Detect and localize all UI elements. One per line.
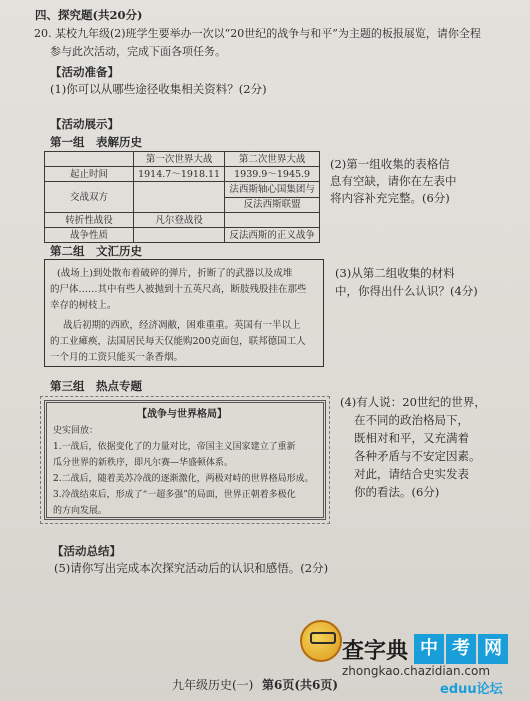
section-title: 四、探究题(共20分) (35, 8, 143, 22)
quote-box (44, 259, 324, 367)
question-intro-line1: 20. 某校九年级(2)班学生要举办一次以“20世纪的战争与和平”为主题的板报展览，请你全程 (34, 27, 481, 40)
question-intro-line2: 参与此次活动，完成下面各项任务。 (50, 45, 226, 58)
table-cell: 法西斯轴心国集团与 (225, 182, 320, 198)
deco-line: 1.一战后，依据变化了的力量对比，帝国主义国家建立了重新 (53, 442, 296, 452)
table-row (45, 167, 320, 182)
summary-question: (5)请你写出完成本次探究活动后的认识和感悟。(2分) (54, 561, 329, 575)
watermark-url: zhongkao.chazidian.com (342, 664, 491, 678)
q2-line: (2)第一组收集的表格信 (330, 157, 450, 171)
watermark-box: 考 (446, 634, 476, 664)
watermark-logo-icon (300, 620, 342, 662)
table-cell: 转折性战役 (45, 213, 134, 228)
table-cell: 第二次世界大战 (225, 152, 320, 167)
table-cell-blank (134, 228, 225, 243)
table-cell: 反法西斯联盟 (225, 197, 320, 213)
summary-heading: 【活动总结】 (52, 544, 121, 558)
question-3 (335, 264, 478, 300)
show-heading: 【活动展示】 (50, 117, 119, 131)
watermark-box: 中 (414, 634, 444, 664)
quote-line: 的尸体……其中有些人被抛到十五英尺高，断肢残股挂在那些 (50, 284, 307, 295)
table-row (45, 213, 320, 228)
table-header-row (45, 152, 320, 167)
deco-title: 【战争与世界格局】 (137, 409, 227, 420)
history-table (44, 151, 320, 243)
question-2 (330, 156, 457, 207)
question-4 (340, 393, 486, 501)
prep-heading: 【活动准备】 (50, 65, 119, 79)
deco-line: 2.二战后，随着美苏冷战的逐渐激化，两极对峙的世界格局形成。 (53, 474, 314, 484)
q4-line: 在不同的政治格局下， (354, 413, 469, 427)
q3-line: 中，你得出什么认识？(4分) (335, 284, 478, 298)
deco-line: 史实回放： (53, 426, 99, 436)
decorated-box (44, 400, 326, 520)
quote-line: 战后初期的西欧，经济凋敝，困难重重。英国有一半以上 (63, 320, 301, 331)
table-cell: 起止时间 (45, 167, 134, 182)
table-cell: 交战双方 (45, 182, 134, 213)
quote-line: 的工业瘫痪，法国居民每天仅能购200克面包，联邦德国工人 (50, 336, 306, 347)
table-cell: 反法西斯的正义战争 (225, 228, 320, 243)
table-row (45, 228, 320, 243)
q4-line: 各种矛盾与不安定因素。 (354, 449, 481, 463)
group2-title: 第二组 文汇历史 (50, 244, 142, 258)
q4-line: (4)有人说：20世纪的世界， (340, 395, 486, 409)
table-cell: 战争性质 (45, 228, 134, 243)
table-cell-blank (225, 213, 320, 228)
footer-page: 第6页(共6页) (262, 678, 339, 692)
watermark-badge: eduu论坛 (440, 682, 503, 697)
footer-subject: 九年级历史(一) (172, 678, 254, 692)
deco-line: 的方向发展。 (53, 506, 108, 516)
table-cell: 第一次世界大战 (134, 152, 225, 167)
watermark-brand: 查字典 (342, 639, 409, 664)
table-row (45, 182, 320, 198)
prep-question: (1)你可以从哪些途径收集相关资料？(2分) (50, 82, 267, 96)
q4-line: 对此，请结合史实发表 (354, 467, 469, 481)
deco-line: 瓜分世界的新秩序，即凡尔赛—华盛顿体系。 (53, 458, 234, 468)
q4-line: 你的看法。(6分) (354, 485, 440, 499)
quote-line: (战场上)到处散布着破碎的弹片，折断了的武器以及成堆 (57, 268, 293, 279)
table-cell: 凡尔登战役 (134, 213, 225, 228)
watermark-box: 网 (478, 634, 508, 664)
quote-line: 幸存的树枝上。 (50, 300, 117, 311)
q2-line: 息有空缺，请你在左表中 (330, 174, 457, 188)
group1-title: 第一组 表解历史 (50, 135, 142, 149)
table-cell: 1939.9～1945.9 (225, 167, 320, 182)
quote-line: 一个月的工资只能买一条香烟。 (50, 352, 184, 363)
q3-line: (3)从第二组收集的材料 (335, 266, 455, 280)
table-cell: 1914.7～1918.11 (134, 167, 225, 182)
q4-line: 既相对和平，又充满着 (354, 431, 469, 445)
deco-line: 3.冷战结束后，形成了“一超多强”的局面，世界正朝着多极化 (53, 490, 296, 500)
q2-line: 将内容补充完整。(6分) (330, 191, 450, 205)
table-cell-blank (134, 182, 225, 213)
table-cell (45, 152, 134, 167)
group3-title: 第三组 热点专题 (50, 379, 142, 393)
